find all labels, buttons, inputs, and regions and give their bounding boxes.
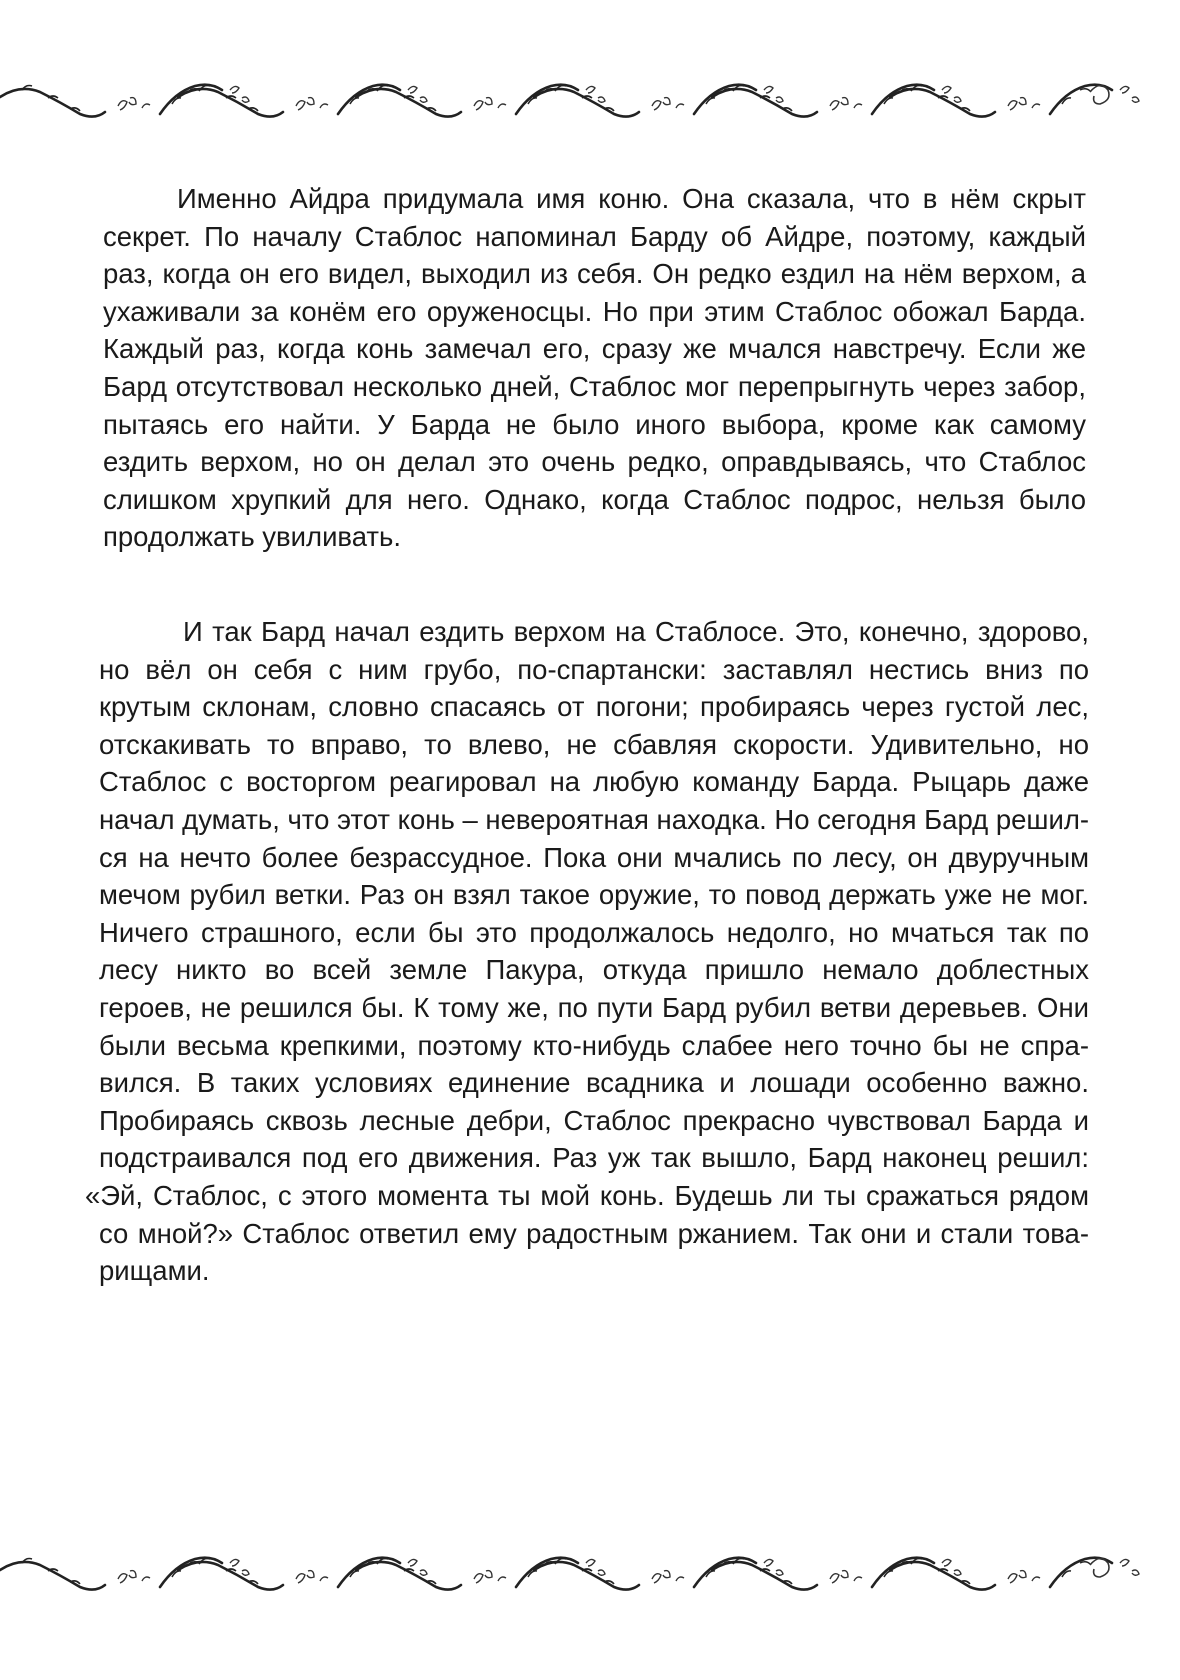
text-line: Каждый раз, когда конь замечал его, сразу же мчался навстречу. Если же — [103, 333, 1086, 365]
text-line: подстраивался под его движения. Раз уж так вышло, Бард наконец решил: — [99, 1142, 1089, 1174]
text-line: со мной?» Стаблос ответил ему радостным ржанием. Так они и стали това- — [99, 1217, 1089, 1249]
text-line: И так Бард начал ездить верхом на Стаблосе. Это, конечно, здорово, — [183, 616, 1089, 647]
text-line: «Эй, Стаблос, с этого момента ты мой конь. Будешь ли ты сражаться рядом — [85, 1179, 1089, 1211]
text-line: Пробираясь сквозь лесные дебри, Стаблос прекрасно чувствовал Барда и — [99, 1104, 1089, 1136]
text-line: были весьма крепкими, поэтому кто-нибудь слабее него точно бы не спра- — [99, 1029, 1089, 1061]
text-line: Стаблос с восторгом реагировал на любую команду Барда. Рыцарь даже — [99, 766, 1089, 798]
text-line: героев, не решился бы. К тому же, по пути Бард рубил ветви деревьев. Они — [99, 991, 1089, 1023]
text-line: ездить верхом, но он делал это очень редко, оправдываясь, что Стаблос — [103, 446, 1086, 478]
flourish-border-icon — [0, 1535, 1180, 1605]
text-line: Бард отсутствовал несколько дней, Стаблос мог перепрыгнуть через забор, — [103, 370, 1086, 402]
text-line: отскакивать то вправо, то влево, не сбавляя скорости. Удивительно, но — [99, 728, 1089, 760]
text-line: Именно Айдра придумала имя коню. Она сказала, что в нём скрыт — [177, 183, 1086, 214]
bottom-ornamental-border — [0, 1535, 1180, 1605]
top-ornamental-border — [0, 62, 1180, 132]
text-line: раз, когда он его видел, выходил из себя. Он редко ездил на нём верхом, а — [103, 258, 1086, 290]
text-line: секрет. По началу Стаблос напоминал Барду об Айдре, поэтому, каждый — [103, 220, 1086, 252]
text-line: мечом рубил ветки. Раз он взял такое оружие, то повод держать уже не мог. — [99, 879, 1089, 911]
text-line: ухаживали за конём его оруженосцы. Но при этим Стаблос обожал Барда. — [103, 295, 1086, 327]
text-line: но вёл он себя с ним грубо, по-спартански: заставлял нестись вниз по — [99, 653, 1089, 685]
text-line: ся на нечто более безрассудное. Пока они мчались по лесу, он двуручным — [99, 841, 1089, 873]
text-line: крутым склонам, словно спасаясь от погони; пробираясь через густой лес, — [99, 691, 1089, 723]
paragraph-1 — [103, 180, 1086, 556]
text-line: слишком хрупкий для него. Однако, когда Стаблос подрос, нельзя было — [103, 483, 1086, 515]
text-line: вился. В таких условиях единение всадника и лошади особенно важно. — [99, 1067, 1089, 1099]
text-line: начал думать, что этот конь – невероятная находка. Но сегодня Бард решил- — [99, 803, 1090, 835]
text-line: лесу никто во всей земле Пакура, откуда пришло немало доблестных — [99, 954, 1089, 986]
paragraph-2 — [85, 613, 1090, 1290]
text-line: рищами. — [99, 1255, 210, 1287]
flourish-border-icon — [0, 62, 1180, 132]
text-line: Ничего страшного, если бы это продолжалось недолго, но мчаться так по — [99, 916, 1089, 948]
text-line: пытаясь его найти. У Барда не было иного выбора, кроме как самому — [103, 408, 1086, 440]
text-line: продолжать увиливать. — [103, 521, 401, 553]
